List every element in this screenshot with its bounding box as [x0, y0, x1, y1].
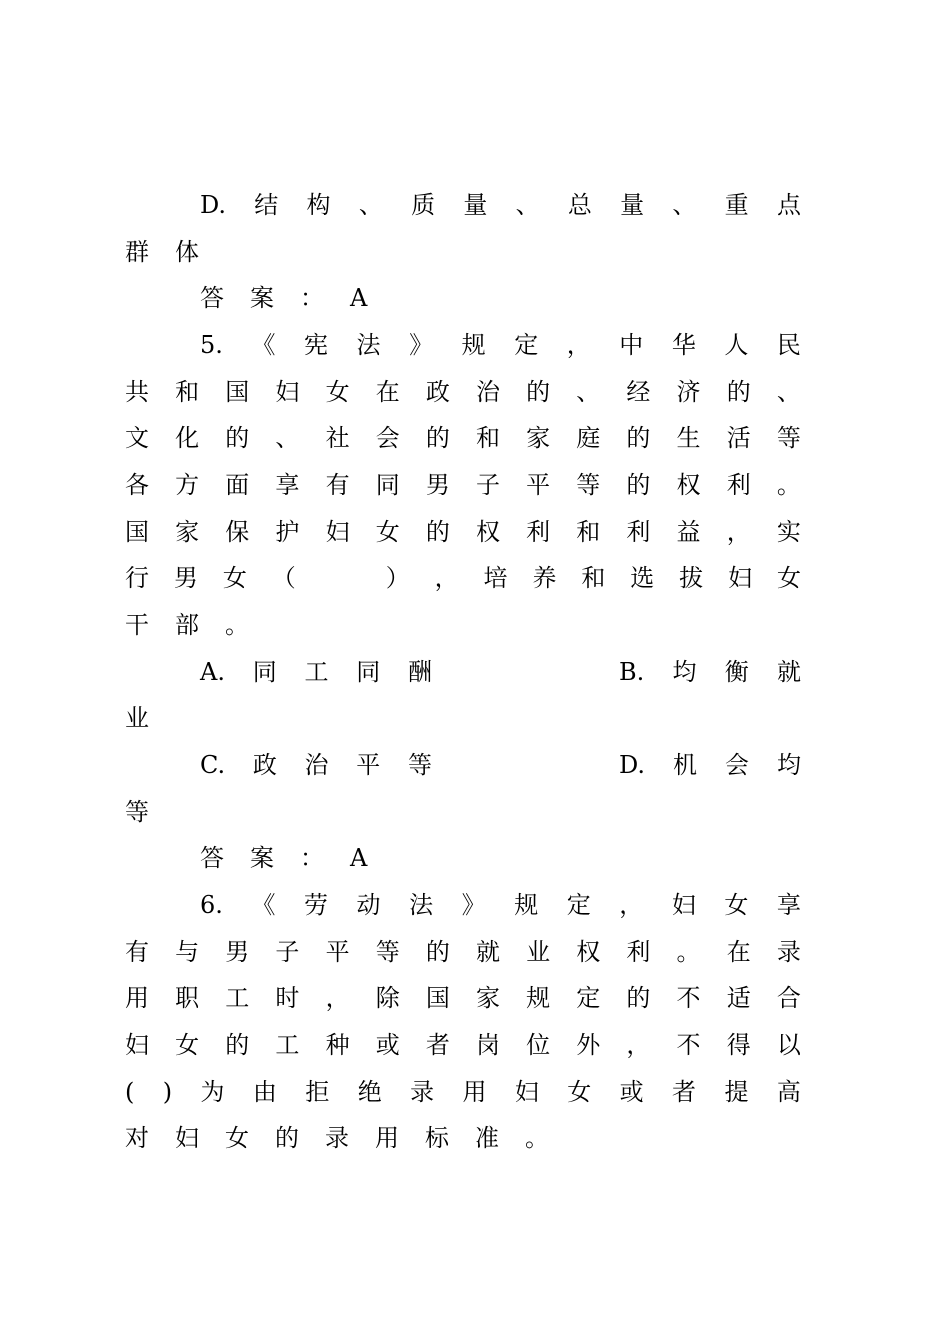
text-char: 和	[576, 518, 601, 546]
text-char: 与	[175, 938, 200, 966]
option-char: 工	[304, 658, 329, 686]
option-char: B.	[619, 658, 645, 686]
text-char: 的	[726, 378, 751, 406]
text-char: 准	[475, 1124, 499, 1152]
text-char: 业	[526, 938, 551, 966]
text-char: 利	[526, 518, 551, 546]
text-char: 的	[425, 938, 450, 966]
text-char: 用	[125, 984, 149, 1012]
text-line	[125, 465, 801, 505]
text-char: 、	[776, 378, 801, 406]
text-char: 家	[526, 424, 551, 452]
text-char: 的	[225, 1031, 250, 1059]
text-char: D.	[200, 191, 227, 219]
text-char: 等	[576, 471, 601, 499]
text-char: 。	[225, 611, 249, 639]
text-char: 面	[225, 471, 250, 499]
text-char: 的	[425, 424, 450, 452]
option-char: 平	[356, 751, 381, 779]
text-char: 绝	[357, 1078, 382, 1106]
text-char: 结	[254, 191, 279, 219]
text-char: ：	[300, 844, 324, 872]
text-char: 权	[676, 471, 701, 499]
text-char: 平	[325, 938, 350, 966]
text-line	[125, 418, 801, 458]
text-char: 5.	[200, 331, 223, 359]
text-line	[125, 372, 801, 412]
text-char: 、	[275, 424, 300, 452]
text-char: 培	[483, 564, 508, 592]
text-char: 各	[125, 471, 149, 499]
text-char: 标	[425, 1124, 449, 1152]
text-char: 女	[325, 378, 350, 406]
text-char: 部	[175, 611, 199, 639]
text-char: 合	[776, 984, 801, 1012]
answer-line	[200, 278, 801, 318]
text-char: 实	[776, 518, 801, 546]
text-char: 利	[726, 471, 751, 499]
text-line	[125, 512, 801, 552]
text-char: 外	[576, 1031, 601, 1059]
text-char: ，	[434, 564, 459, 592]
text-char: 妇	[728, 564, 753, 592]
text-char: 国	[225, 378, 250, 406]
option-char: 酬	[407, 658, 432, 686]
text-char: 高	[776, 1078, 801, 1106]
text-char: 妇	[671, 891, 696, 919]
text-char: 和	[475, 424, 500, 452]
text-char: 庭	[576, 424, 601, 452]
text-line	[125, 558, 801, 598]
text-char: 定	[514, 331, 539, 359]
text-char: 或	[375, 1031, 400, 1059]
text-char: 活	[726, 424, 751, 452]
question-line	[200, 885, 801, 925]
text-char: 《	[251, 891, 276, 919]
text-char: 用	[375, 1124, 399, 1152]
text-char: 女	[724, 891, 749, 919]
answer-line	[200, 838, 801, 878]
text-char: 等	[375, 938, 400, 966]
text-char: 华	[671, 331, 696, 359]
option-left	[200, 652, 432, 692]
text-char: 男	[225, 938, 250, 966]
text-char: 定	[576, 984, 601, 1012]
text-char: 位	[526, 1031, 551, 1059]
text-char: 规	[514, 891, 539, 919]
text-char: 群	[125, 238, 149, 266]
text-char: 国	[125, 518, 149, 546]
text-char: 6.	[200, 891, 223, 919]
text-char: 享	[776, 891, 801, 919]
text-char: 人	[724, 331, 749, 359]
text-char: 为	[200, 1078, 225, 1106]
text-char: ）	[385, 564, 410, 592]
text-char: 化	[175, 424, 200, 452]
text-line	[125, 978, 801, 1018]
text-char: 者	[672, 1078, 697, 1106]
text-char: 提	[724, 1078, 749, 1106]
text-char: 录	[325, 1124, 349, 1152]
text-char: 权	[576, 938, 601, 966]
text-char: 用	[462, 1078, 487, 1106]
text-char: 会	[375, 424, 400, 452]
text-char: ，	[726, 518, 751, 546]
text-char: 有	[325, 471, 350, 499]
text-char: 种	[325, 1031, 350, 1059]
text-char: 时	[275, 984, 300, 1012]
text-char: 护	[275, 518, 300, 546]
text-char: 职	[175, 984, 200, 1012]
text-char: ，	[626, 1031, 651, 1059]
text-char: 在	[726, 938, 751, 966]
text-char: 的	[225, 424, 250, 452]
text-char: 等	[125, 798, 149, 826]
text-char: 同	[375, 471, 400, 499]
text-char: 。	[525, 1124, 549, 1152]
text-char: 适	[726, 984, 751, 1012]
text-char: 对	[125, 1124, 149, 1152]
text-char: 男	[173, 564, 198, 592]
text-char: 男	[425, 471, 450, 499]
text-char: 量	[620, 191, 645, 219]
text-char: 的	[275, 1124, 299, 1152]
text-char: 干	[125, 611, 149, 639]
text-char: 女	[375, 518, 400, 546]
option-char: C.	[200, 751, 226, 779]
text-char: 民	[776, 331, 801, 359]
option-char: 均	[776, 751, 801, 779]
text-char: 利	[626, 518, 651, 546]
text-char: 女	[222, 564, 247, 592]
text-char: 录	[776, 938, 801, 966]
text-char: 工	[275, 1031, 300, 1059]
text-char: 以	[776, 1031, 801, 1059]
text-char: 中	[619, 331, 644, 359]
option-char: 同	[252, 658, 277, 686]
text-char: 和	[175, 378, 200, 406]
text-char: 》	[409, 331, 434, 359]
text-line	[125, 698, 801, 738]
text-char: 权	[475, 518, 500, 546]
option-char: 就	[776, 658, 801, 686]
options-line	[200, 652, 801, 692]
text-char: 案	[250, 284, 274, 312]
text-char: 岗	[475, 1031, 500, 1059]
text-char: 妇	[125, 1031, 149, 1059]
text-char: 养	[532, 564, 557, 592]
text-char: 方	[175, 471, 200, 499]
text-char: 工	[225, 984, 250, 1012]
text-char: 》	[461, 891, 486, 919]
text-char: 、	[358, 191, 383, 219]
text-char: 质	[411, 191, 436, 219]
text-char: 、	[672, 191, 697, 219]
text-char: 有	[125, 938, 149, 966]
text-char: 定	[566, 891, 591, 919]
text-char: 生	[676, 424, 701, 452]
text-char: 点	[776, 191, 801, 219]
text-char: 女	[225, 1124, 249, 1152]
text-char: 宪	[304, 331, 328, 359]
text-char: 的	[626, 424, 651, 452]
text-char: 保	[225, 518, 250, 546]
option-char: D.	[619, 751, 646, 779]
text-char: 者	[425, 1031, 450, 1059]
option-char: 机	[673, 751, 697, 779]
text-line	[125, 1072, 801, 1112]
text-char: A	[350, 844, 368, 872]
option-char: 政	[252, 751, 277, 779]
text-char: 社	[325, 424, 350, 452]
text-char: 和	[581, 564, 606, 592]
text-char: 答	[200, 284, 224, 312]
text-char: 总	[567, 191, 592, 219]
text-char: 业	[125, 704, 149, 732]
text-char: 体	[175, 238, 199, 266]
text-char: 规	[526, 984, 551, 1012]
text-char: 规	[461, 331, 486, 359]
text-char: 国	[425, 984, 450, 1012]
option-right	[619, 745, 801, 785]
text-char: 选	[630, 564, 655, 592]
text-char: 不	[676, 1031, 701, 1059]
text-char: 妇	[275, 378, 300, 406]
text-char: 量	[463, 191, 488, 219]
text-line	[125, 1118, 801, 1158]
text-char: 重	[724, 191, 749, 219]
text-line	[125, 605, 801, 645]
text-char: 法	[356, 331, 381, 359]
text-char: 答	[200, 844, 224, 872]
text-char: 的	[425, 518, 450, 546]
text-char: 。	[676, 938, 701, 966]
text-char: 拒	[305, 1078, 330, 1106]
text-char: 构	[306, 191, 331, 219]
option-left	[200, 745, 432, 785]
text-char: 家	[175, 518, 200, 546]
text-char: 治	[475, 378, 500, 406]
text-char: 妇	[514, 1078, 539, 1106]
text-line	[125, 1025, 801, 1065]
text-char: ，	[566, 331, 591, 359]
text-char: 等	[776, 424, 801, 452]
text-char: 在	[375, 378, 400, 406]
option-char: 同	[356, 658, 381, 686]
text-char: 文	[125, 424, 149, 452]
text-char: 子	[475, 471, 500, 499]
text-line	[200, 185, 801, 225]
text-char: 就	[475, 938, 500, 966]
options-line	[200, 745, 801, 785]
text-line	[125, 792, 801, 832]
option-char: 等	[407, 751, 432, 779]
text-char: ：	[300, 284, 324, 312]
text-char: 济	[676, 378, 701, 406]
text-char: 女	[567, 1078, 592, 1106]
option-char: 治	[304, 751, 329, 779]
text-char: 利	[626, 938, 651, 966]
text-char: 行	[125, 564, 149, 592]
text-char: 或	[619, 1078, 644, 1106]
option-char: 衡	[724, 658, 749, 686]
text-char: (	[125, 1078, 135, 1106]
text-char: 妇	[175, 1124, 199, 1152]
text-char	[321, 558, 329, 598]
text-char: 除	[375, 984, 400, 1012]
text-char: 案	[250, 844, 274, 872]
option-char: 均	[672, 658, 697, 686]
text-char: 女	[776, 564, 801, 592]
text-char	[353, 558, 361, 598]
text-char: 平	[526, 471, 551, 499]
text-char: 、	[576, 378, 601, 406]
text-char: 由	[252, 1078, 277, 1106]
text-char: 的	[626, 471, 651, 499]
text-char: 劳	[304, 891, 328, 919]
text-char: 《	[251, 331, 276, 359]
text-char: 的	[626, 984, 651, 1012]
text-char: 法	[409, 891, 434, 919]
text-char: 益	[676, 518, 701, 546]
text-char: 的	[526, 378, 551, 406]
text-line	[125, 932, 801, 972]
question-line	[200, 325, 801, 365]
text-char: 拔	[679, 564, 704, 592]
text-char: 录	[410, 1078, 435, 1106]
text-char: ，	[619, 891, 644, 919]
text-char: ，	[325, 984, 350, 1012]
text-char: )	[162, 1078, 173, 1106]
text-char: 经	[626, 378, 651, 406]
text-line	[125, 232, 801, 272]
option-right	[619, 652, 801, 692]
text-char: 妇	[325, 518, 350, 546]
text-char: 共	[125, 378, 149, 406]
text-char: 得	[726, 1031, 751, 1059]
text-char: A	[350, 284, 368, 312]
text-char: 动	[356, 891, 381, 919]
option-char: 会	[724, 751, 749, 779]
option-char: A.	[200, 658, 225, 686]
text-char: 政	[425, 378, 450, 406]
text-char: 享	[275, 471, 300, 499]
text-char: 子	[275, 938, 300, 966]
text-char: 家	[475, 984, 500, 1012]
text-char: 。	[776, 471, 801, 499]
text-char: 、	[515, 191, 540, 219]
text-char: （	[271, 564, 296, 592]
text-char: 女	[175, 1031, 200, 1059]
text-char: 不	[676, 984, 701, 1012]
